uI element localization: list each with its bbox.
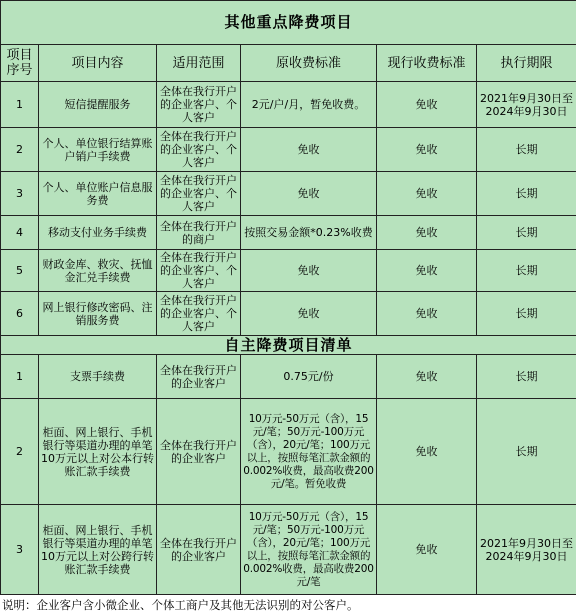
row-original-fee: 2元/户/月，暂免收费。 bbox=[241, 82, 377, 128]
row-original-fee: 按照交易金额*0.23%收费 bbox=[241, 216, 377, 250]
header-cell: 执行期限 bbox=[477, 45, 576, 82]
row-content: 支票手续费 bbox=[39, 355, 157, 399]
row-original-fee: 免收 bbox=[241, 250, 377, 292]
row-current-fee: 免收 bbox=[377, 399, 477, 505]
row-number: 3 bbox=[1, 505, 39, 595]
row-scope: 全体在我行开户的企业客户、个人客户 bbox=[157, 82, 241, 128]
row-period: 2021年9月30日至2024年9月30日 bbox=[477, 82, 576, 128]
row-original-fee: 0.75元/份 bbox=[241, 355, 377, 399]
row-period: 长期 bbox=[477, 250, 576, 292]
header-cell: 现行收费标准 bbox=[377, 45, 477, 82]
row-scope: 全体在我行开户的企业客户 bbox=[157, 505, 241, 595]
row-number: 1 bbox=[1, 355, 39, 399]
table-row bbox=[1, 82, 576, 128]
header-cell: 原收费标准 bbox=[241, 45, 377, 82]
row-current-fee: 免收 bbox=[377, 355, 477, 399]
row-original-fee: 免收 bbox=[241, 172, 377, 216]
header-row bbox=[1, 45, 576, 82]
table-row bbox=[1, 355, 576, 399]
row-original-fee: 免收 bbox=[241, 128, 377, 172]
row-original-fee: 10万元-50万元（含），15元/笔；50万元-100万元（含），20元/笔；100万元以上，按照每笔汇款金额的0.002%收费，最高收费200元/笔 bbox=[241, 505, 377, 595]
row-number: 5 bbox=[1, 250, 39, 292]
row-period: 长期 bbox=[477, 399, 576, 505]
row-current-fee: 免收 bbox=[377, 172, 477, 216]
row-number: 1 bbox=[1, 82, 39, 128]
row-scope: 全体在我行开户的企业客户 bbox=[157, 399, 241, 505]
header-cell: 项目内容 bbox=[39, 45, 157, 82]
row-scope: 全体在我行开户的企业客户、个人客户 bbox=[157, 250, 241, 292]
row-scope: 全体在我行开户的商户 bbox=[157, 216, 241, 250]
row-content: 财政金库、救灾、抚恤金汇兑手续费 bbox=[39, 250, 157, 292]
table-title: 其他重点降费项目 bbox=[1, 1, 576, 45]
row-content: 移动支付业务手续费 bbox=[39, 216, 157, 250]
table-row bbox=[1, 128, 576, 172]
row-scope: 全体在我行开户的企业客户、个人客户 bbox=[157, 292, 241, 336]
row-period: 长期 bbox=[477, 292, 576, 336]
row-original-fee: 10万元-50万元（含），15元/笔；50万元-100万元（含），20元/笔；100万元以上，按照每笔汇款金额的0.002%收费，最高收费200元/笔。暂免收费 bbox=[241, 399, 377, 505]
row-current-fee: 免收 bbox=[377, 216, 477, 250]
row-period: 长期 bbox=[477, 172, 576, 216]
row-period: 长期 bbox=[477, 216, 576, 250]
table-row bbox=[1, 250, 576, 292]
header-cell: 适用范围 bbox=[157, 45, 241, 82]
table-row bbox=[1, 216, 576, 250]
row-current-fee: 免收 bbox=[377, 128, 477, 172]
row-current-fee: 免收 bbox=[377, 292, 477, 336]
row-current-fee: 免收 bbox=[377, 250, 477, 292]
table-row bbox=[1, 172, 576, 216]
row-scope: 全体在我行开户的企业客户、个人客户 bbox=[157, 128, 241, 172]
table-row bbox=[1, 292, 576, 336]
row-content: 网上银行修改密码、注销服务费 bbox=[39, 292, 157, 336]
row-current-fee: 免收 bbox=[377, 505, 477, 595]
row-content: 个人、单位账户信息服务费 bbox=[39, 172, 157, 216]
footnote: 说明：企业客户含小微企业、个体工商户及其他无法识别的对公客户。 bbox=[2, 598, 359, 612]
row-current-fee: 免收 bbox=[377, 82, 477, 128]
table-row bbox=[1, 399, 576, 505]
row-number: 2 bbox=[1, 128, 39, 172]
row-period: 长期 bbox=[477, 128, 576, 172]
row-number: 2 bbox=[1, 399, 39, 505]
table-row bbox=[1, 505, 576, 595]
row-content: 短信提醒服务 bbox=[39, 82, 157, 128]
header-cell: 项目序号 bbox=[1, 45, 39, 82]
row-scope: 全体在我行开户的企业客户 bbox=[157, 355, 241, 399]
row-number: 4 bbox=[1, 216, 39, 250]
section-title: 自主降费项目清单 bbox=[1, 336, 576, 355]
row-content: 个人、单位银行结算账户销户手续费 bbox=[39, 128, 157, 172]
row-period: 2021年9月30日至2024年9月30日 bbox=[477, 505, 576, 595]
row-number: 6 bbox=[1, 292, 39, 336]
row-period: 长期 bbox=[477, 355, 576, 399]
row-original-fee: 免收 bbox=[241, 292, 377, 336]
row-content: 柜面、网上银行、手机银行等渠道办理的单笔10万元以上对公跨行转账汇款手续费 bbox=[39, 505, 157, 595]
row-number: 3 bbox=[1, 172, 39, 216]
row-scope: 全体在我行开户的企业客户、个人客户 bbox=[157, 172, 241, 216]
row-content: 柜面、网上银行、手机银行等渠道办理的单笔10万元以上对公本行转账汇款手续费 bbox=[39, 399, 157, 505]
